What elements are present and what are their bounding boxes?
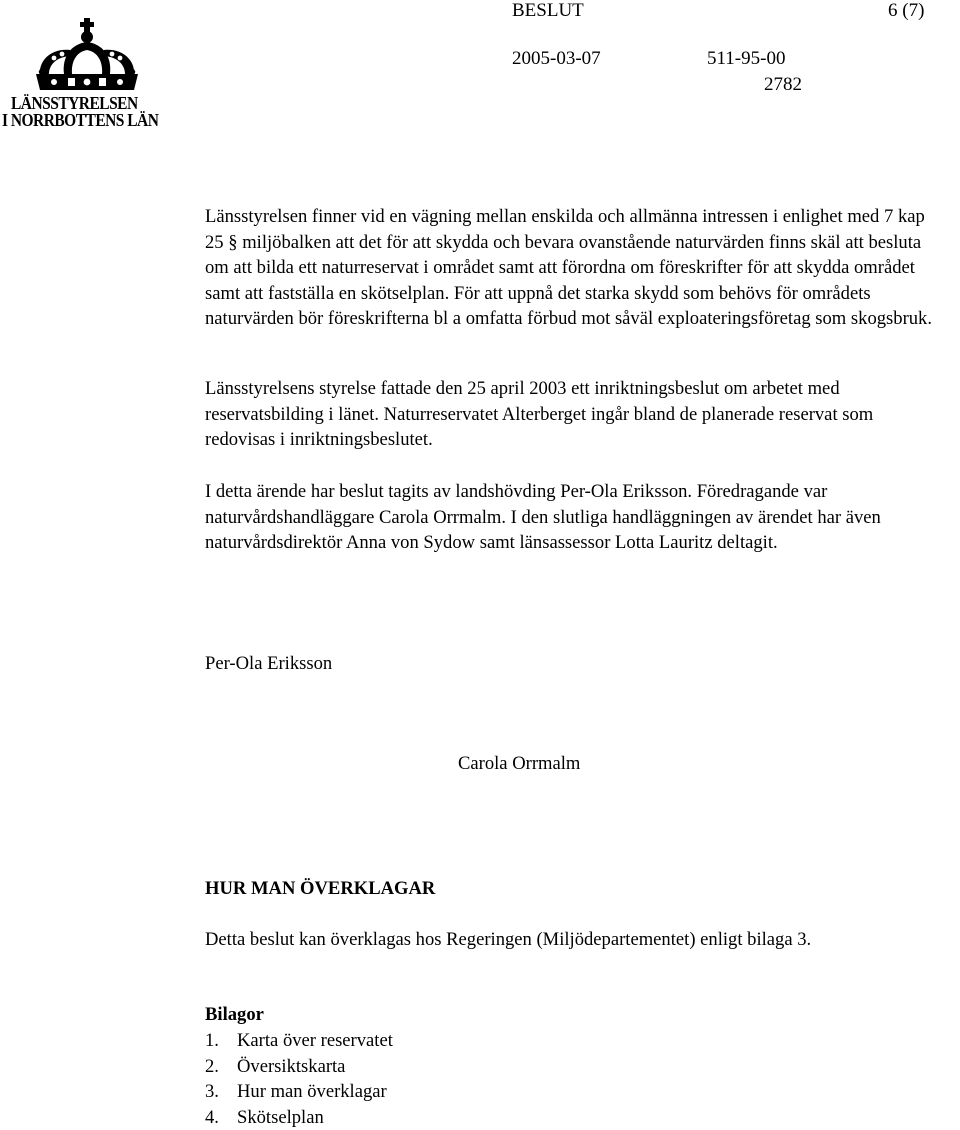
agency-logo (0, 18, 180, 130)
attachments-list (205, 1028, 393, 1130)
list-item-label: Översiktskarta (237, 1056, 345, 1077)
list-item (205, 1028, 393, 1054)
body-paragraph-board-decision: Länsstyrelsens styrelse fattade den 25 april 2003 ett inriktningsbeslut om arbetet med reservatsbilding i länet. Naturreservatet Alterberget ingår bland de planerade reservat som redovisas i inriktningsbeslutet. (205, 376, 945, 453)
list-item-number: 3. (205, 1079, 237, 1105)
body-paragraph-decision: Länsstyrelsen finner vid en vägning mellan enskilda och allmänna intressen i enlighet med 7 kap 25 § miljöbalken att det för att skydda och bevara ovanstående naturvärden finns skäl att besluta om att bilda ett naturreservat i området samt att förordna om föreskrifter för att skydda området samt att fastställa en skötselplan. För att uppnå det starka skydd som behövs för områdets naturvärden bör föreskrifterna bl a omfatta förbud mot såväl exploateringsföretag som skogsbruk. (205, 204, 945, 332)
appeal-text: Detta beslut kan överklagas hos Regeringen (Miljödepartementet) enligt bilaga 3. (205, 928, 811, 952)
list-item-label: Skötselplan (237, 1107, 324, 1128)
list-item (205, 1105, 393, 1130)
reference-number: 511-95-00 (707, 48, 785, 70)
list-item-number: 1. (205, 1028, 237, 1054)
logo-text-line1: LÄNSSTYRELSEN (11, 94, 166, 112)
list-item (205, 1079, 393, 1105)
list-item-number: 4. (205, 1105, 237, 1130)
logo-text-line2: I NORRBOTTENS LÄN (2, 111, 174, 129)
list-item-label: Hur man överklagar (237, 1081, 387, 1102)
attachments-heading: Bilagor (205, 1003, 264, 1027)
appeal-heading: HUR MAN ÖVERKLAGAR (205, 877, 435, 901)
crown-icon (0, 18, 180, 98)
document-type: BESLUT (512, 0, 584, 22)
document-date: 2005-03-07 (512, 48, 601, 70)
list-item-label: Karta över reservatet (237, 1030, 393, 1051)
signature-name-governor: Per-Ola Eriksson (205, 652, 332, 676)
list-item (205, 1054, 393, 1080)
body-paragraph-participants: I detta ärende har beslut tagits av landshövding Per-Ola Eriksson. Föredragande var naturvårdshandläggare Carola Orrmalm. I den slutliga handläggningen av ärendet har även naturvårdsdirektör Anna von Sydow samt länsassessor Lotta Lauritz deltagit. (205, 479, 945, 556)
reference-number-suffix: 2782 (764, 74, 802, 96)
page-number: 6 (7) (888, 0, 924, 22)
list-item-number: 2. (205, 1054, 237, 1080)
signature-name-rapporteur: Carola Orrmalm (458, 752, 580, 776)
